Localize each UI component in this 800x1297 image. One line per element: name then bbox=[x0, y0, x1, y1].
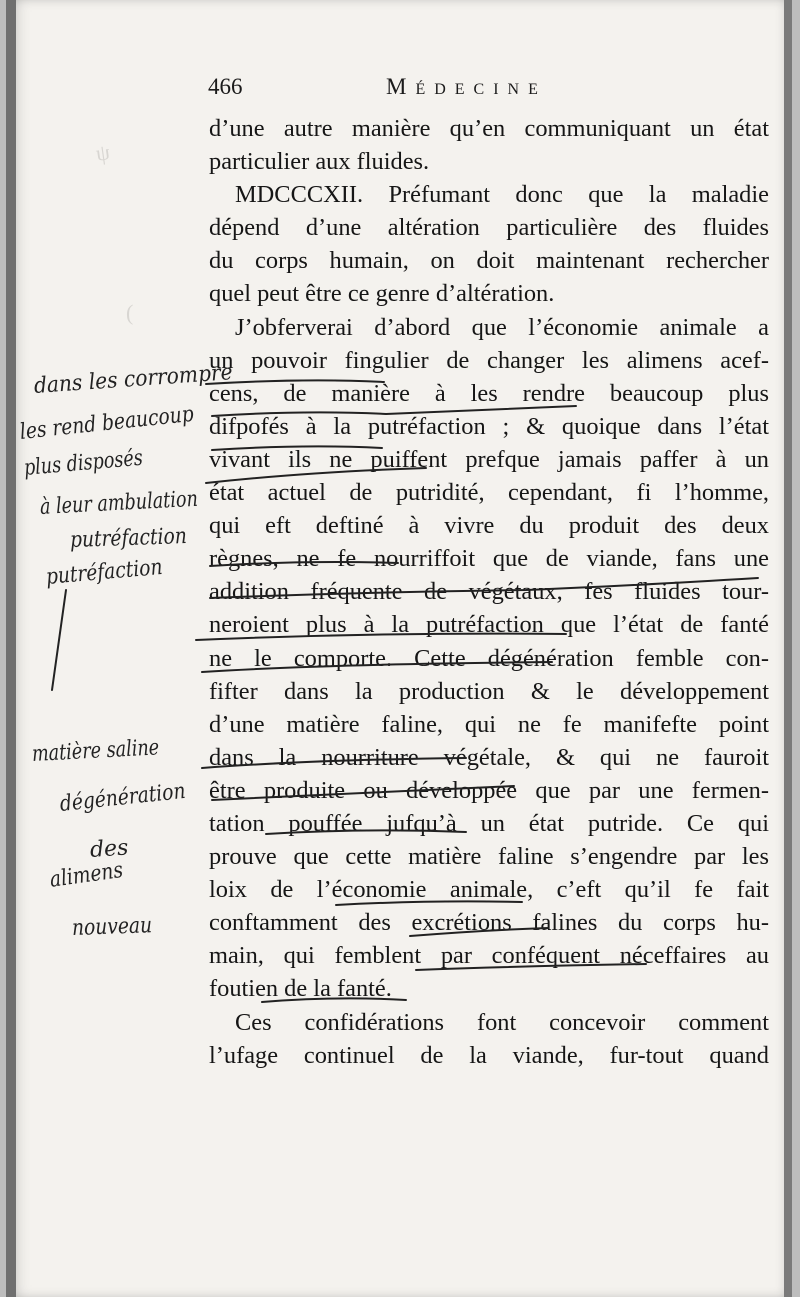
margin-note: dégénération bbox=[58, 778, 187, 817]
text-line: quel peut être ce genre d’altération. bbox=[209, 280, 555, 308]
body-text bbox=[209, 112, 769, 1072]
bleed-through-text: ( bbox=[126, 300, 134, 325]
margin-note: matière saline bbox=[31, 735, 160, 767]
text-line: loix de l’économie animale, c’eft qu’il fe fait bbox=[209, 876, 769, 904]
text-line: addition fréquente de végétaux, fes fluides tour- bbox=[209, 578, 769, 606]
text-line: MDCCCXII. Préfumant donc que la maladie bbox=[235, 181, 769, 209]
text-line: fifter dans la production & le développement bbox=[209, 677, 769, 705]
margin-note: putréfaction bbox=[69, 523, 188, 553]
margin-note: à leur ambulation bbox=[39, 486, 199, 520]
text-line: conftamment des excrétions falines du corps hu- bbox=[209, 909, 769, 937]
text-line: état actuel de putridité, cependant, fi l’homme, bbox=[209, 479, 769, 507]
handwritten-annotations bbox=[18, 360, 234, 960]
text-line: tation pouffée jufqu’à un état putride. Ce qui bbox=[209, 809, 769, 837]
margin-note: putréfaction bbox=[44, 554, 164, 590]
margin-note: plus disposés bbox=[22, 445, 144, 481]
page-edge bbox=[784, 0, 792, 1297]
text-line: l’ufage continuel de la viande, fur-tout quand bbox=[209, 1041, 769, 1069]
page-number: 466 bbox=[208, 74, 243, 99]
bleed-through-text: ψ bbox=[94, 139, 112, 166]
text-line: un pouvoir fingulier de changer les alimens acef- bbox=[209, 346, 769, 374]
text-line: dans la nourriture végétale, & qui ne fauroit bbox=[209, 743, 769, 771]
margin-note: alimens bbox=[48, 857, 125, 893]
text-line: main, qui femblent par conféquent néceffaires au bbox=[209, 942, 769, 970]
margin-note: les rend beaucoup bbox=[18, 401, 195, 445]
margin-note: dans les corrompre bbox=[33, 360, 234, 399]
margin-note: des bbox=[89, 835, 130, 863]
text-line: vivant ils ne puiffent prefque jamais paffer à un bbox=[209, 445, 769, 473]
running-title: Médecine bbox=[386, 74, 547, 99]
text-line: du corps humain, on doit maintenant rechercher bbox=[209, 247, 769, 275]
text-line: dépend d’une altération particulière des fluides bbox=[209, 214, 769, 242]
text-line: d’une autre manière qu’en communiquant un état bbox=[209, 115, 769, 142]
text-line: ne le comporte. Cette dégénération femble con- bbox=[209, 644, 769, 672]
text-line: difpofés à la putréfaction ; & quoique dans l’état bbox=[209, 412, 769, 440]
text-line: règnes, ne fe nourriffoit que de viande, fans une bbox=[209, 545, 769, 573]
text-line: prouve que cette matière faline s’engendre par les bbox=[209, 843, 769, 871]
running-header bbox=[208, 74, 768, 108]
text-line: qui eft deftiné à vivre du produit des deux bbox=[209, 512, 769, 540]
text-line: cens, de manière à les rendre beaucoup plus bbox=[209, 379, 769, 407]
book-page bbox=[6, 0, 792, 1297]
text-line: J’obferverai d’abord que l’économie animale a bbox=[235, 313, 769, 341]
text-line: foutien de la fanté. bbox=[209, 975, 392, 1003]
text-line: Ces confidérations font concevoir comment bbox=[235, 1008, 769, 1036]
text-line: particulier aux fluides. bbox=[209, 148, 430, 176]
text-line: neroient plus à la putréfaction que l’état de fanté bbox=[209, 611, 769, 639]
text-line: être produite ou développée que par une fermen- bbox=[209, 776, 769, 804]
text-line: d’une matière faline, qui ne fe manifefte point bbox=[209, 710, 769, 738]
margin-note: nouveau bbox=[71, 913, 153, 941]
page-gutter bbox=[6, 0, 16, 1297]
